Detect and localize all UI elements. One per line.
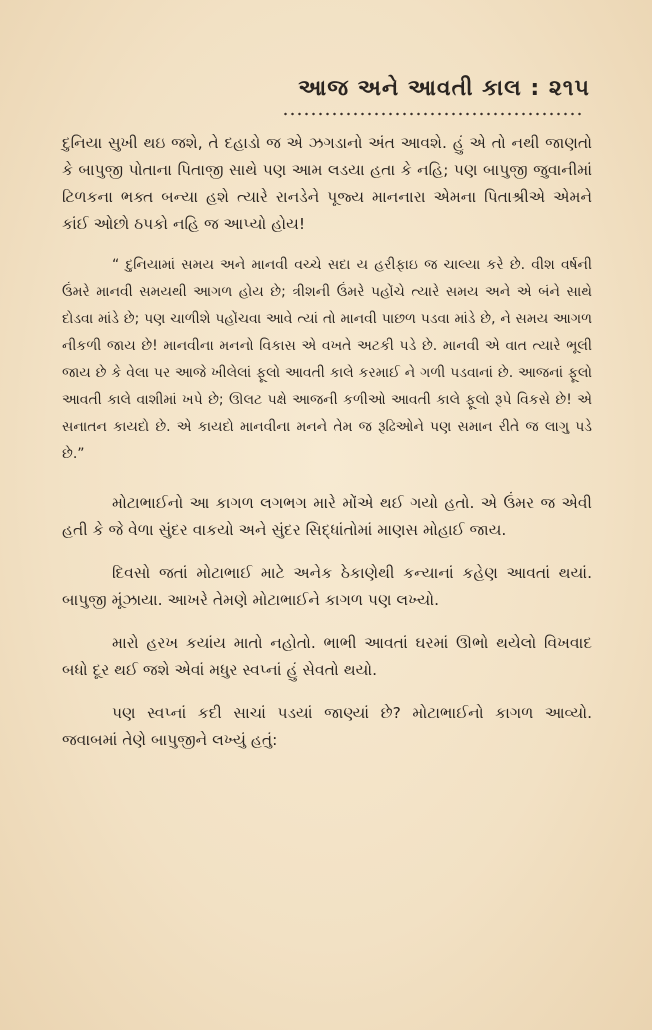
quoted-paragraph: “ દુનિયામાં સમય અને માનવી વચ્ચે સદા ય હરીફાઇ જ ચાલ્યા કરે છે. વીશ વર્ષની ઉંમરે માનવી સમયથી આગળ હોય છે; ત્રીશની ઉંમરે પહોંચે ત્યારે સમય અને એ બંને સાથે દોડવા માંડે છે; પણ ચાળીશે પહોંચવા આવે ત્યાં તો માનવી પાછળ પડવા માંડે છે, ને સમય આગળ નીકળી જાય છે! માનવીના મનનો વિકાસ એ વખતે અટકી પડે છે. માનવી એ વાત ત્યારે ભૂલી જાય છે કે વેલા પર આજે ખીલેલાં ફૂલો આવતી કાલે કરમાઈ ને ગળી પડવાનાં છે. આજનાં ફૂલો આવતી કાલે વાશીમાં ખપે છે; ઊલટ પક્ષે આજની કળીઓ આવતી કાલે ફૂલો રૂપે વિકસે છે! એ સનાતન કાયદો છે. એ કાયદો માનવીના મનને તેમ જ રૂઢિઓને પણ સમાન રીતે જ લાગુ પડે છે.”: [62, 257, 592, 462]
paragraph-4: દિવસો જતાં મોટાભાઈ માટે અનેક ઠેકાણેથી કન્યાનાં કહેણ આવતાં થયાં. બાપુજી મૂંઝાયા. આખરે તેમણે મોટાભાઈને કાગળ પણ લખ્યો.: [62, 564, 592, 609]
running-head: આજ અને આવતી કાલ : ૨૧૫: [298, 76, 590, 101]
paragraph-5: મારો હરખ કયાંય માતો નહોતો. ભાભી આવતાં ઘરમાં ઊભો થયેલો વિખવાદ બધો દૂર થઈ જશે એવાં મધુર સ્વપ્નાં હું સેવતો થયો.: [62, 634, 592, 679]
paragraph-6: પણ સ્વપ્નાં કદી સાચાં પડયાં જાણ્યાં છે? મોટાભાઈનો કાગળ આવ્યો. જવાબમાં તેણે બાપુજીને લખ્યું હતું:: [62, 704, 592, 749]
dotted-rule: [282, 112, 584, 116]
body-text: [62, 130, 592, 754]
paragraph-1: દુનિયા સુખી થઇ જશે, તે દહાડો જ એ ઝગડાનો અંત આવશે. હું એ તો નથી જાણતો કે બાપુજી પોતાના પિતાજી સાથે પણ આમ લડયા હતા કે નહિ; પણ બાપુજી જુવાનીમાં ટિળકના ભક્ત બન્યા હશે ત્યારે રાનડેને પૂજ્ય માનનારા એમના પિતાશ્રીએ એમને કાંઈ ઓછો ઠપકો નહિ જ આપ્યો હોય!: [62, 134, 592, 233]
paragraph-3: મોટાભાઈનો આ કાગળ લગભગ મારે મોંએ થઈ ગયો હતો. એ ઉંમર જ એવી હતી કે જે વેળા સુંદર વાકયો અને સુંદર સિદ્ધાંતોમાં માણસ મોહાઈ જાય.: [62, 494, 592, 539]
